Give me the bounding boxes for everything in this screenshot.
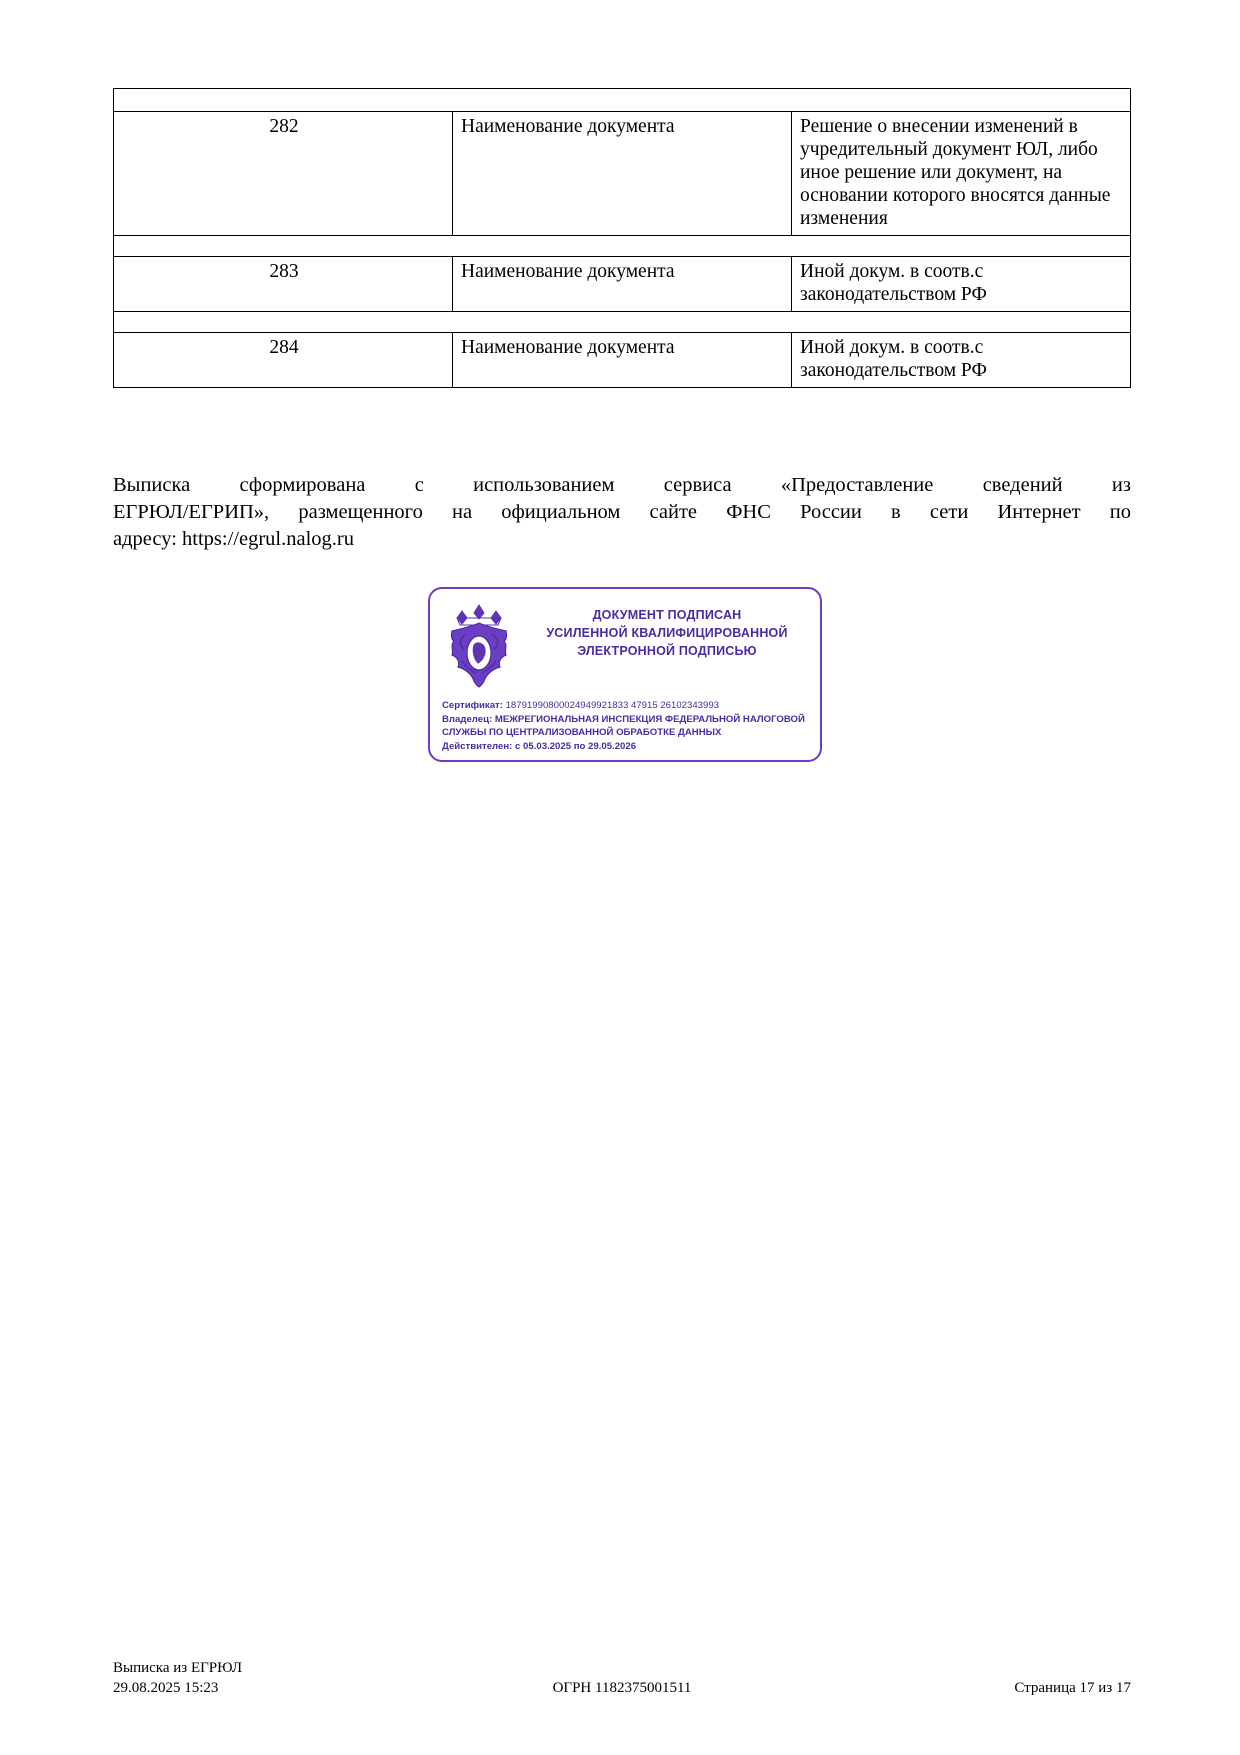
- electronic-signature-stamp: [428, 587, 822, 762]
- row-number: 282: [114, 112, 453, 236]
- table-spacer-row: [114, 236, 1131, 257]
- stamp-valid-value: с 05.03.2025 по 29.05.2026: [515, 740, 637, 752]
- table-row: [114, 257, 1131, 312]
- table-row: [114, 333, 1131, 388]
- row-value: Решение о внесении изменений в учредительный документ ЮЛ, либо иное решение или документ, на основании которого вносятся данные изменения: [792, 112, 1131, 236]
- stamp-details: [442, 699, 810, 753]
- table-spacer-cell: [114, 236, 1131, 257]
- russian-coat-of-arms-icon: [440, 601, 518, 689]
- row-label: Наименование документа: [453, 333, 792, 388]
- table-spacer-cell: [114, 312, 1131, 333]
- row-number: 284: [114, 333, 453, 388]
- table-top-strip: [114, 89, 1131, 112]
- table-spacer-row: [114, 312, 1131, 333]
- stamp-title: [522, 607, 812, 660]
- stamp-certificate-row: [442, 699, 810, 713]
- table-top-strip-cell: [114, 89, 1131, 112]
- stamp-owner-row: [442, 713, 810, 740]
- page-footer: [113, 1658, 1131, 1699]
- footer-datetime: 29.08.2025 15:23: [113, 1680, 219, 1697]
- row-label: Наименование документа: [453, 112, 792, 236]
- stamp-certificate-label: Сертификат:: [442, 700, 503, 711]
- row-label: Наименование документа: [453, 257, 792, 312]
- service-note-line-1: Выписка сформирована с использованием сервиса «Предоставление сведений из: [113, 474, 1131, 496]
- service-note-line-2: ЕГРЮЛ/ЕГРИП», размещенного на официальном сайте ФНС России в сети Интернет по: [113, 501, 1131, 524]
- stamp-certificate-value: 18791990800024949921833 47915 26102343993: [505, 700, 720, 711]
- row-value: Иной докум. в соотв.с законодательством РФ: [792, 333, 1131, 388]
- table-row: [114, 112, 1131, 236]
- stamp-valid-row: [442, 740, 810, 754]
- footer-page-number: Страница 17 из 17: [1014, 1680, 1131, 1697]
- documents-table: [113, 88, 1131, 388]
- footer-ogrn: ОГРН 1182375001511: [552, 1680, 692, 1697]
- stamp-valid-label: Действителен:: [442, 740, 513, 752]
- footer-row: [113, 1678, 1131, 1698]
- footer-title: Выписка из ЕГРЮЛ: [113, 1660, 242, 1676]
- stamp-owner-label: Владелец:: [442, 713, 493, 725]
- row-value: Иной докум. в соотв.с законодательством РФ: [792, 257, 1131, 312]
- row-number: 283: [114, 257, 453, 312]
- service-note: [113, 472, 1131, 553]
- stamp-title-line-1: ДОКУМЕНТ ПОДПИСАН: [592, 608, 742, 622]
- stamp-title-line-3: ЭЛЕКТРОННОЙ ПОДПИСЬЮ: [577, 643, 757, 658]
- stamp-title-line-2: УСИЛЕННОЙ КВАЛИФИЦИРОВАННОЙ: [546, 625, 788, 640]
- service-note-line-3: адресу: https://egrul.nalog.ru: [113, 528, 354, 551]
- stamp-owner-value: МЕЖРЕГИОНАЛЬНАЯ ИНСПЕКЦИЯ ФЕДЕРАЛЬНОЙ НАЛОГОВОЙ СЛУЖБЫ ПО ЦЕНТРАЛИЗОВАННОЙ ОБРАБОТКЕ ДАННЫХ: [442, 713, 805, 739]
